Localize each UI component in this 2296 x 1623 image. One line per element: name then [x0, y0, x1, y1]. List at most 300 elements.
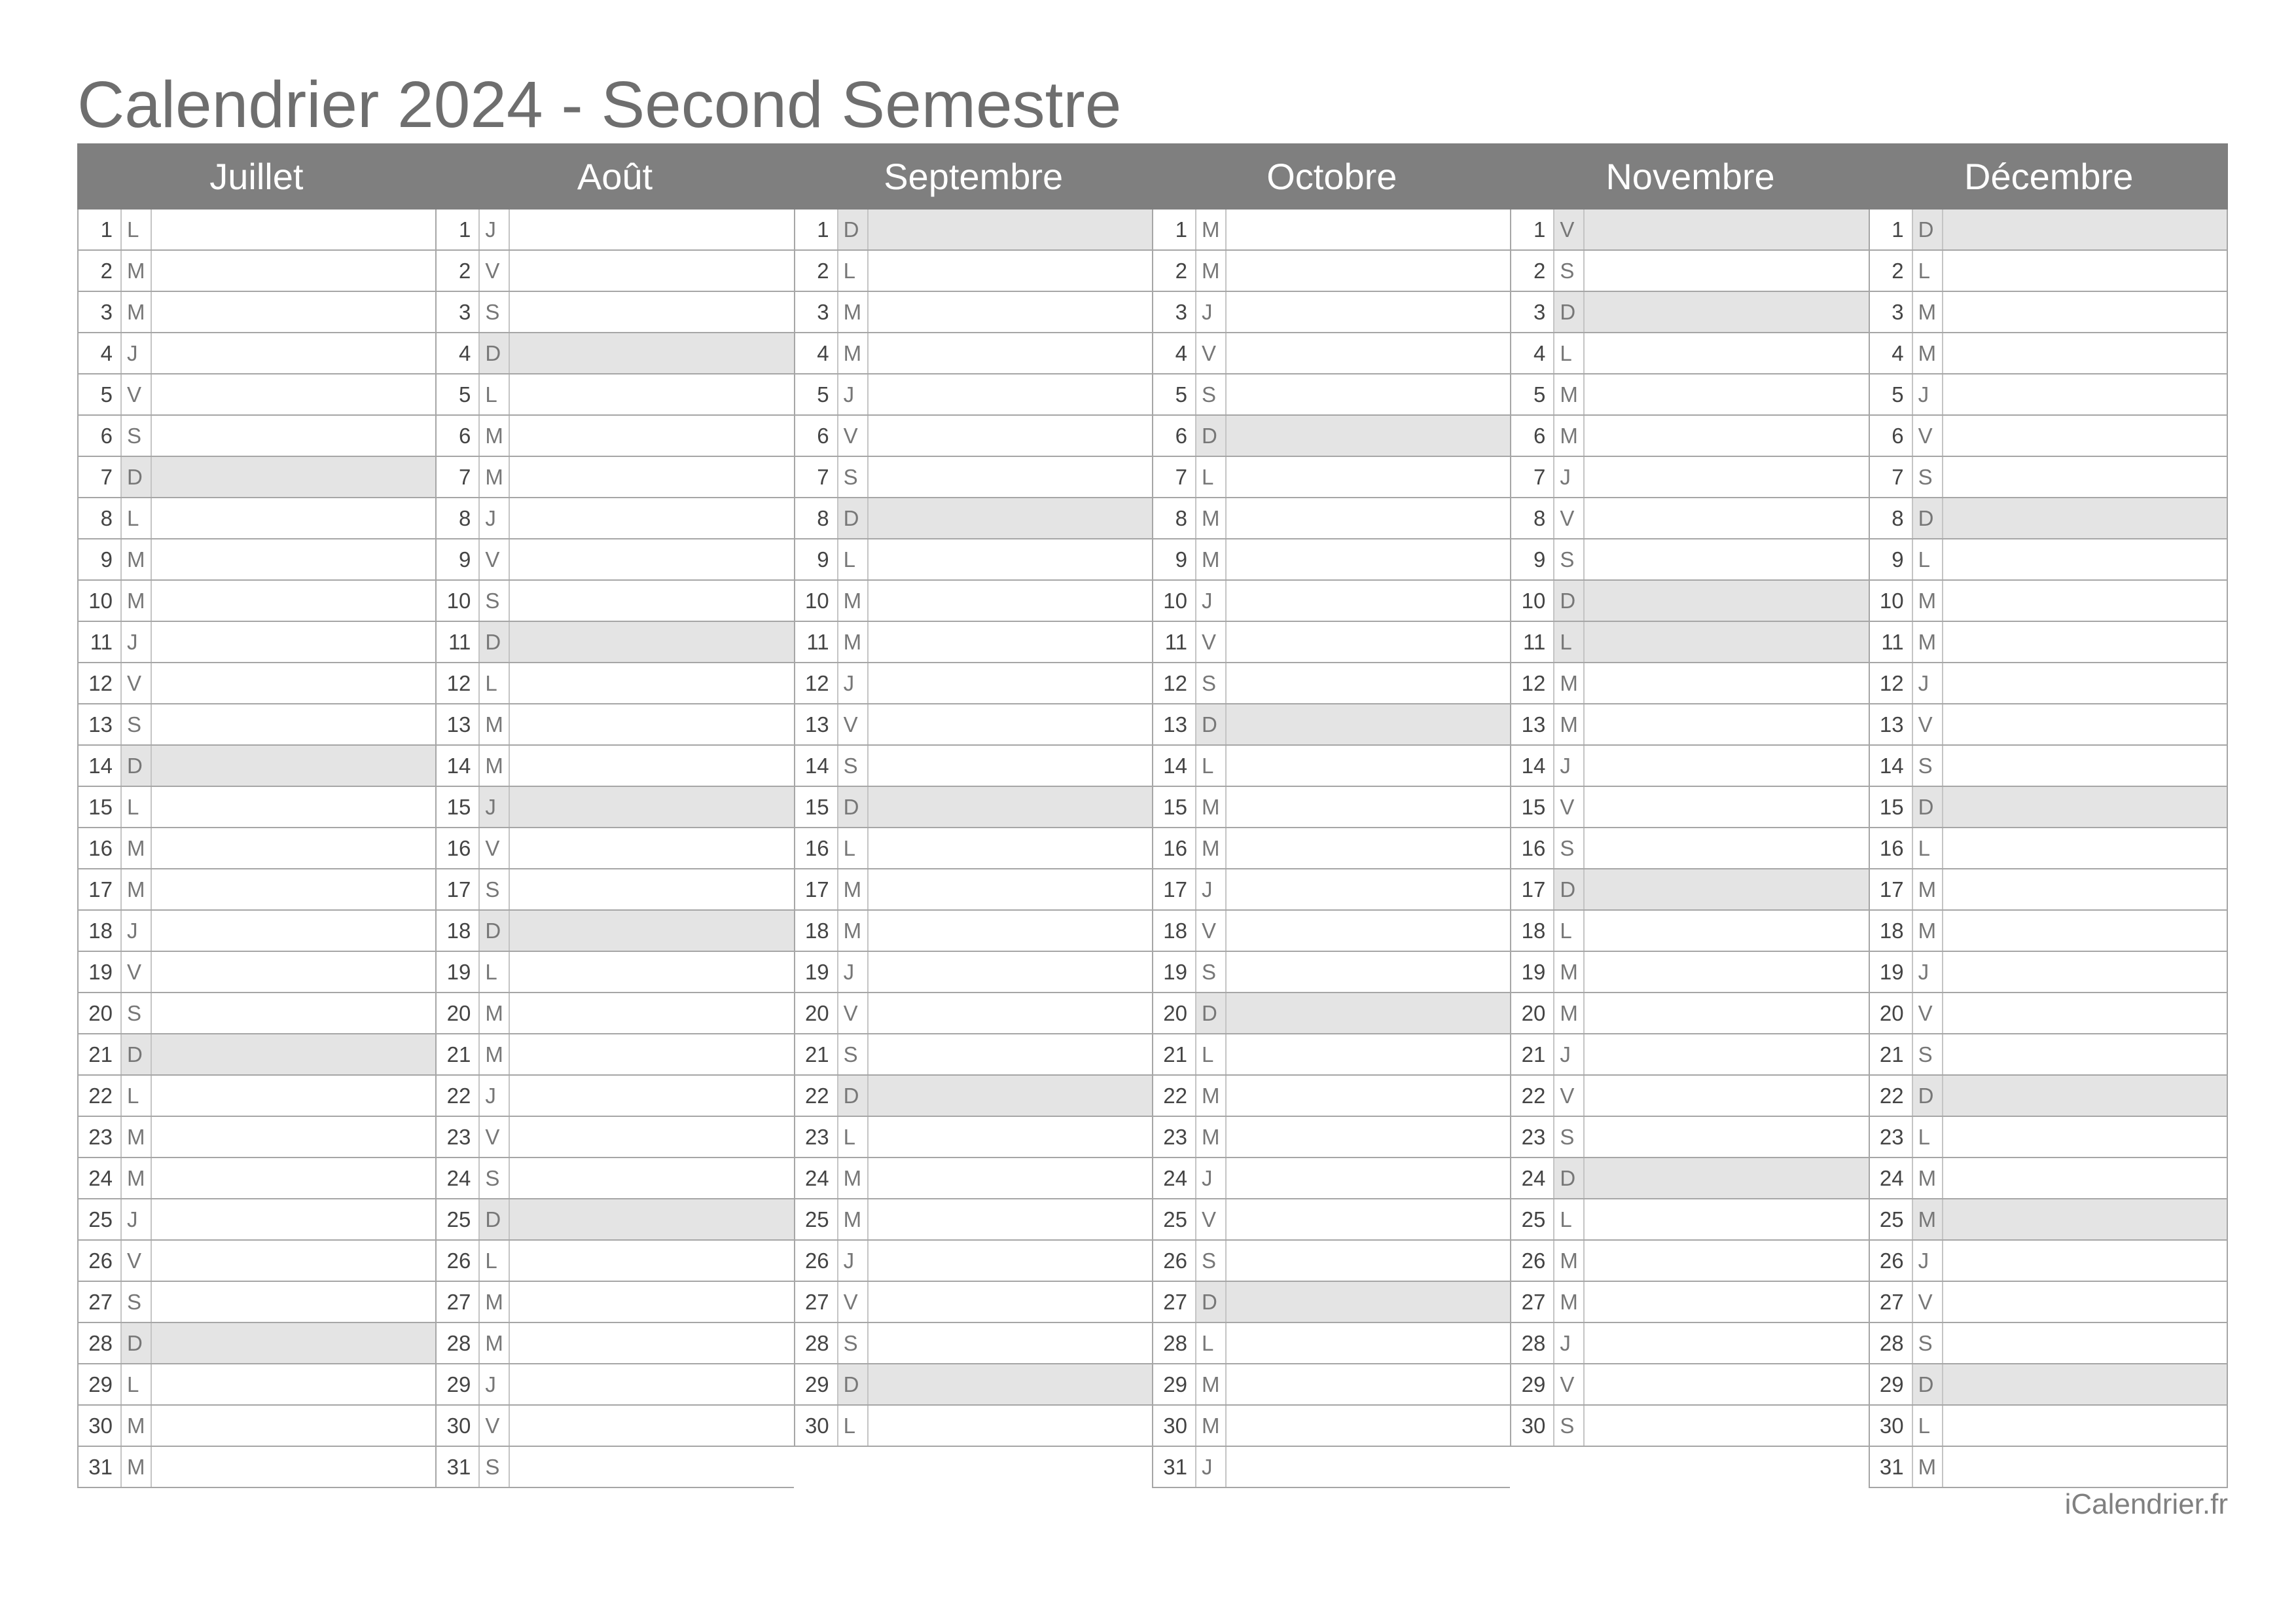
note-cell [510, 828, 793, 868]
day-number: 4 [795, 333, 838, 373]
day-number: 4 [437, 333, 480, 373]
note-cell [869, 952, 1152, 992]
day-row [1870, 1076, 2227, 1117]
day-row [795, 1158, 1152, 1199]
note-cell [152, 333, 435, 373]
note-cell [152, 251, 435, 291]
day-number: 12 [795, 663, 838, 703]
day-number: 11 [795, 622, 838, 662]
day-number: 10 [1511, 581, 1554, 621]
day-number: 29 [1870, 1364, 1913, 1404]
day-row [1153, 828, 1510, 869]
day-row [79, 828, 435, 869]
day-number: 13 [79, 704, 122, 744]
day-row [79, 251, 435, 292]
day-row [79, 787, 435, 828]
note-cell [1227, 869, 1510, 909]
weekday-letter: J [1554, 457, 1585, 497]
day-number: 6 [1511, 416, 1554, 456]
day-row [795, 911, 1152, 952]
day-number: 17 [795, 869, 838, 909]
weekday-letter: M [1196, 1406, 1227, 1446]
day-row [1870, 292, 2227, 333]
note-cell [1585, 292, 1868, 332]
note-cell [1943, 952, 2227, 992]
weekday-letter: J [1913, 952, 1943, 992]
note-cell [510, 622, 793, 662]
note-cell [1585, 374, 1868, 414]
day-row [79, 416, 435, 457]
day-row [79, 498, 435, 539]
day-number: 18 [1153, 911, 1196, 951]
weekday-letter: V [1196, 622, 1227, 662]
day-row [1870, 1199, 2227, 1241]
note-cell [510, 539, 793, 579]
day-number: 15 [79, 787, 122, 827]
day-number: 28 [1511, 1323, 1554, 1363]
note-cell [869, 1117, 1152, 1157]
weekday-letter: S [1554, 539, 1585, 579]
weekday-letter: M [1554, 952, 1585, 992]
note-cell [1943, 292, 2227, 332]
day-number: 22 [79, 1076, 122, 1116]
day-number: 6 [1870, 416, 1913, 456]
day-row [437, 498, 793, 539]
weekday-letter: J [1913, 1241, 1943, 1281]
day-number: 7 [795, 457, 838, 497]
note-cell [152, 416, 435, 456]
note-cell [1585, 622, 1868, 662]
weekday-letter: M [1913, 1158, 1943, 1198]
weekday-letter: L [1196, 746, 1227, 786]
weekday-letter: L [1913, 539, 1943, 579]
note-cell [869, 1241, 1152, 1281]
weekday-letter: V [1913, 1282, 1943, 1322]
weekday-letter: L [122, 1076, 152, 1116]
day-number: 3 [437, 292, 480, 332]
weekday-letter: L [122, 210, 152, 249]
note-cell [152, 374, 435, 414]
weekday-letter: D [122, 1323, 152, 1363]
day-number: 16 [1511, 828, 1554, 868]
day-number: 21 [1153, 1034, 1196, 1074]
day-row [1870, 1241, 2227, 1282]
weekday-letter: D [480, 1199, 510, 1239]
note-cell [1227, 1199, 1510, 1239]
day-row [1153, 251, 1510, 292]
day-number: 10 [795, 581, 838, 621]
day-row [1870, 746, 2227, 787]
weekday-letter: M [1554, 374, 1585, 414]
day-row [1511, 1406, 1868, 1447]
day-row [79, 333, 435, 374]
weekday-letter: V [838, 1282, 869, 1322]
day-row [437, 1282, 793, 1323]
weekday-letter: S [1554, 1117, 1585, 1157]
day-number: 27 [1870, 1282, 1913, 1322]
weekday-letter: L [122, 498, 152, 538]
note-cell [1585, 1117, 1868, 1157]
weekday-letter: M [1554, 704, 1585, 744]
weekday-letter: V [480, 539, 510, 579]
day-number: 28 [437, 1323, 480, 1363]
day-row [1511, 663, 1868, 704]
weekday-letter: M [1196, 787, 1227, 827]
note-cell [152, 1199, 435, 1239]
note-cell [869, 1076, 1152, 1116]
note-cell [510, 1364, 793, 1404]
weekday-letter: D [1196, 704, 1227, 744]
day-number: 29 [79, 1364, 122, 1404]
note-cell [510, 457, 793, 497]
note-cell [152, 1364, 435, 1404]
day-row [1870, 457, 2227, 498]
weekday-letter: D [1913, 498, 1943, 538]
weekday-letter: J [838, 1241, 869, 1281]
note-cell [1943, 1158, 2227, 1198]
note-cell [510, 1158, 793, 1198]
weekday-letter: J [480, 1364, 510, 1404]
day-number: 31 [437, 1447, 480, 1487]
note-cell [1227, 952, 1510, 992]
weekday-letter: J [480, 498, 510, 538]
note-cell [1585, 869, 1868, 909]
day-number: 10 [1870, 581, 1913, 621]
note-cell [1585, 1158, 1868, 1198]
day-number: 26 [79, 1241, 122, 1281]
day-number: 27 [437, 1282, 480, 1322]
day-row [1153, 1406, 1510, 1447]
day-number: 14 [1511, 746, 1554, 786]
day-number: 11 [1870, 622, 1913, 662]
note-cell [1227, 1241, 1510, 1281]
weekday-letter: M [480, 1282, 510, 1322]
day-row [1153, 1447, 1510, 1488]
month-column [77, 210, 435, 1488]
weekday-letter: S [1196, 1241, 1227, 1281]
weekday-letter: J [1554, 746, 1585, 786]
note-cell [1943, 993, 2227, 1033]
note-cell [152, 993, 435, 1033]
day-number: 22 [1870, 1076, 1913, 1116]
note-cell [1227, 1364, 1510, 1404]
day-row [1153, 210, 1510, 251]
weekday-letter: J [122, 333, 152, 373]
day-row [1870, 1323, 2227, 1364]
day-number: 31 [1153, 1447, 1196, 1487]
note-cell [1227, 1076, 1510, 1116]
day-number: 9 [1870, 539, 1913, 579]
note-cell [510, 1447, 793, 1487]
note-cell [152, 622, 435, 662]
note-cell [1227, 251, 1510, 291]
day-row [1153, 374, 1510, 416]
note-cell [1227, 704, 1510, 744]
day-row [79, 1076, 435, 1117]
weekday-letter: S [1913, 1323, 1943, 1363]
day-number: 1 [1870, 210, 1913, 249]
day-row [1153, 622, 1510, 663]
day-row [79, 1241, 435, 1282]
note-cell [1585, 498, 1868, 538]
day-number: 6 [795, 416, 838, 456]
weekday-letter: D [838, 1076, 869, 1116]
day-number: 26 [1511, 1241, 1554, 1281]
note-cell [510, 333, 793, 373]
day-number: 30 [79, 1406, 122, 1446]
day-row [1511, 952, 1868, 993]
note-cell [152, 539, 435, 579]
note-cell [152, 704, 435, 744]
weekday-letter: S [122, 416, 152, 456]
day-row [1153, 1199, 1510, 1241]
day-number: 19 [79, 952, 122, 992]
day-row [795, 1034, 1152, 1076]
note-cell [1227, 1034, 1510, 1074]
day-row [1511, 581, 1868, 622]
day-row [79, 704, 435, 746]
day-row [437, 292, 793, 333]
weekday-letter: D [480, 911, 510, 951]
day-number: 27 [795, 1282, 838, 1322]
day-row [437, 581, 793, 622]
note-cell [869, 498, 1152, 538]
page-title: Calendrier 2024 - Second Semestre [77, 68, 1122, 141]
day-number: 2 [1870, 251, 1913, 291]
day-row [1153, 416, 1510, 457]
day-row [437, 746, 793, 787]
weekday-letter: S [1913, 1034, 1943, 1074]
day-row [437, 210, 793, 251]
note-cell [869, 1364, 1152, 1404]
weekday-letter: M [122, 292, 152, 332]
weekday-letter: V [480, 1117, 510, 1157]
day-row [1870, 374, 2227, 416]
weekday-letter: J [1196, 869, 1227, 909]
day-number: 22 [1511, 1076, 1554, 1116]
note-cell [1943, 869, 2227, 909]
month-header-bar [77, 143, 2228, 210]
day-number: 12 [437, 663, 480, 703]
day-row [1870, 911, 2227, 952]
day-row [1511, 333, 1868, 374]
day-number: 24 [795, 1158, 838, 1198]
note-cell [1943, 333, 2227, 373]
day-number: 10 [79, 581, 122, 621]
day-number: 5 [1870, 374, 1913, 414]
day-row [79, 1158, 435, 1199]
day-number: 9 [437, 539, 480, 579]
day-row [1870, 622, 2227, 663]
note-cell [1227, 539, 1510, 579]
note-cell [510, 251, 793, 291]
weekday-letter: J [1196, 1158, 1227, 1198]
weekday-letter: M [122, 581, 152, 621]
day-row [795, 539, 1152, 581]
note-cell [1227, 1117, 1510, 1157]
day-number: 25 [1153, 1199, 1196, 1239]
weekday-letter: M [122, 1158, 152, 1198]
note-cell [1227, 292, 1510, 332]
note-cell [1585, 1076, 1868, 1116]
note-cell [1943, 416, 2227, 456]
weekday-letter: M [1554, 663, 1585, 703]
day-row [795, 333, 1152, 374]
day-row [1153, 1076, 1510, 1117]
day-number: 12 [1870, 663, 1913, 703]
day-row [1870, 1364, 2227, 1406]
day-number: 2 [1153, 251, 1196, 291]
note-cell [152, 787, 435, 827]
day-row [1153, 746, 1510, 787]
note-cell [869, 1199, 1152, 1239]
note-cell [1943, 1117, 2227, 1157]
note-cell [1585, 1323, 1868, 1363]
day-row [437, 911, 793, 952]
weekday-letter: D [1196, 993, 1227, 1033]
day-number: 24 [437, 1158, 480, 1198]
day-number: 31 [79, 1447, 122, 1487]
day-row [1511, 1199, 1868, 1241]
weekday-letter: L [480, 374, 510, 414]
weekday-letter: V [1913, 704, 1943, 744]
note-cell [869, 210, 1152, 249]
day-row [795, 416, 1152, 457]
day-number: 7 [1511, 457, 1554, 497]
weekday-letter: D [122, 457, 152, 497]
day-row [1153, 539, 1510, 581]
weekday-letter: L [1913, 828, 1943, 868]
day-number: 27 [1511, 1282, 1554, 1322]
day-number: 1 [1511, 210, 1554, 249]
note-cell [869, 622, 1152, 662]
note-cell [1943, 1034, 2227, 1074]
day-number: 14 [1153, 746, 1196, 786]
weekday-letter: M [122, 1447, 152, 1487]
note-cell [869, 292, 1152, 332]
day-number: 28 [795, 1323, 838, 1363]
weekday-letter: L [1196, 457, 1227, 497]
weekday-letter: S [1913, 457, 1943, 497]
day-number: 26 [1870, 1241, 1913, 1281]
month-name-aout: Août [577, 156, 653, 197]
note-cell [869, 828, 1152, 868]
note-cell [1585, 251, 1868, 291]
weekday-letter: J [122, 622, 152, 662]
day-row [795, 1076, 1152, 1117]
day-number: 8 [1153, 498, 1196, 538]
note-cell [152, 746, 435, 786]
weekday-letter: L [1913, 1117, 1943, 1157]
day-row [1153, 1323, 1510, 1364]
note-cell [869, 457, 1152, 497]
month-name-octobre: Octobre [1266, 156, 1397, 197]
day-row [1153, 1241, 1510, 1282]
note-cell [152, 1241, 435, 1281]
day-row [1153, 333, 1510, 374]
day-row [437, 787, 793, 828]
day-number: 9 [1511, 539, 1554, 579]
weekday-letter: L [1554, 1199, 1585, 1239]
weekday-letter: M [838, 333, 869, 373]
weekday-letter: D [122, 1034, 152, 1074]
weekday-letter: J [480, 210, 510, 249]
weekday-letter: M [1913, 1199, 1943, 1239]
weekday-letter: V [1554, 1364, 1585, 1404]
note-cell [152, 1447, 435, 1487]
weekday-letter: V [1196, 333, 1227, 373]
note-cell [869, 869, 1152, 909]
note-cell [1227, 746, 1510, 786]
day-number: 5 [1511, 374, 1554, 414]
note-cell [1943, 663, 2227, 703]
day-row [1870, 498, 2227, 539]
weekday-letter: S [838, 1323, 869, 1363]
note-cell [1943, 1323, 2227, 1363]
weekday-letter: S [1196, 374, 1227, 414]
note-cell [1943, 1076, 2227, 1116]
day-number: 12 [79, 663, 122, 703]
weekday-letter: M [1913, 622, 1943, 662]
day-number: 2 [79, 251, 122, 291]
weekday-letter: M [480, 1323, 510, 1363]
day-row [1870, 210, 2227, 251]
weekday-letter: L [122, 1364, 152, 1404]
note-cell [510, 746, 793, 786]
day-number: 11 [1511, 622, 1554, 662]
day-row [1153, 581, 1510, 622]
day-row [1870, 663, 2227, 704]
day-number: 28 [79, 1323, 122, 1363]
weekday-letter: S [1554, 828, 1585, 868]
day-number: 21 [1870, 1034, 1913, 1074]
day-row [437, 1117, 793, 1158]
day-number: 2 [1511, 251, 1554, 291]
weekday-letter: J [122, 1199, 152, 1239]
day-row [437, 1241, 793, 1282]
weekday-letter: D [1554, 581, 1585, 621]
day-number: 21 [437, 1034, 480, 1074]
day-number: 1 [795, 210, 838, 249]
day-row [795, 498, 1152, 539]
note-cell [1585, 787, 1868, 827]
weekday-letter: M [838, 1158, 869, 1198]
weekday-letter: V [1554, 1076, 1585, 1116]
day-number: 7 [1870, 457, 1913, 497]
note-cell [1227, 498, 1510, 538]
day-row [79, 1199, 435, 1241]
weekday-letter: D [1913, 1364, 1943, 1404]
day-number: 11 [1153, 622, 1196, 662]
note-cell [869, 746, 1152, 786]
day-row [1153, 498, 1510, 539]
day-row [795, 993, 1152, 1034]
day-row [79, 457, 435, 498]
day-number: 26 [795, 1241, 838, 1281]
day-row [79, 622, 435, 663]
weekday-letter: J [1554, 1323, 1585, 1363]
weekday-letter: J [838, 663, 869, 703]
weekday-letter: S [1913, 746, 1943, 786]
day-row [1153, 1364, 1510, 1406]
note-cell [869, 1323, 1152, 1363]
note-cell [1227, 911, 1510, 951]
day-number: 29 [1153, 1364, 1196, 1404]
day-row [1153, 787, 1510, 828]
weekday-letter: M [1196, 210, 1227, 249]
day-row [795, 1323, 1152, 1364]
note-cell [510, 787, 793, 827]
